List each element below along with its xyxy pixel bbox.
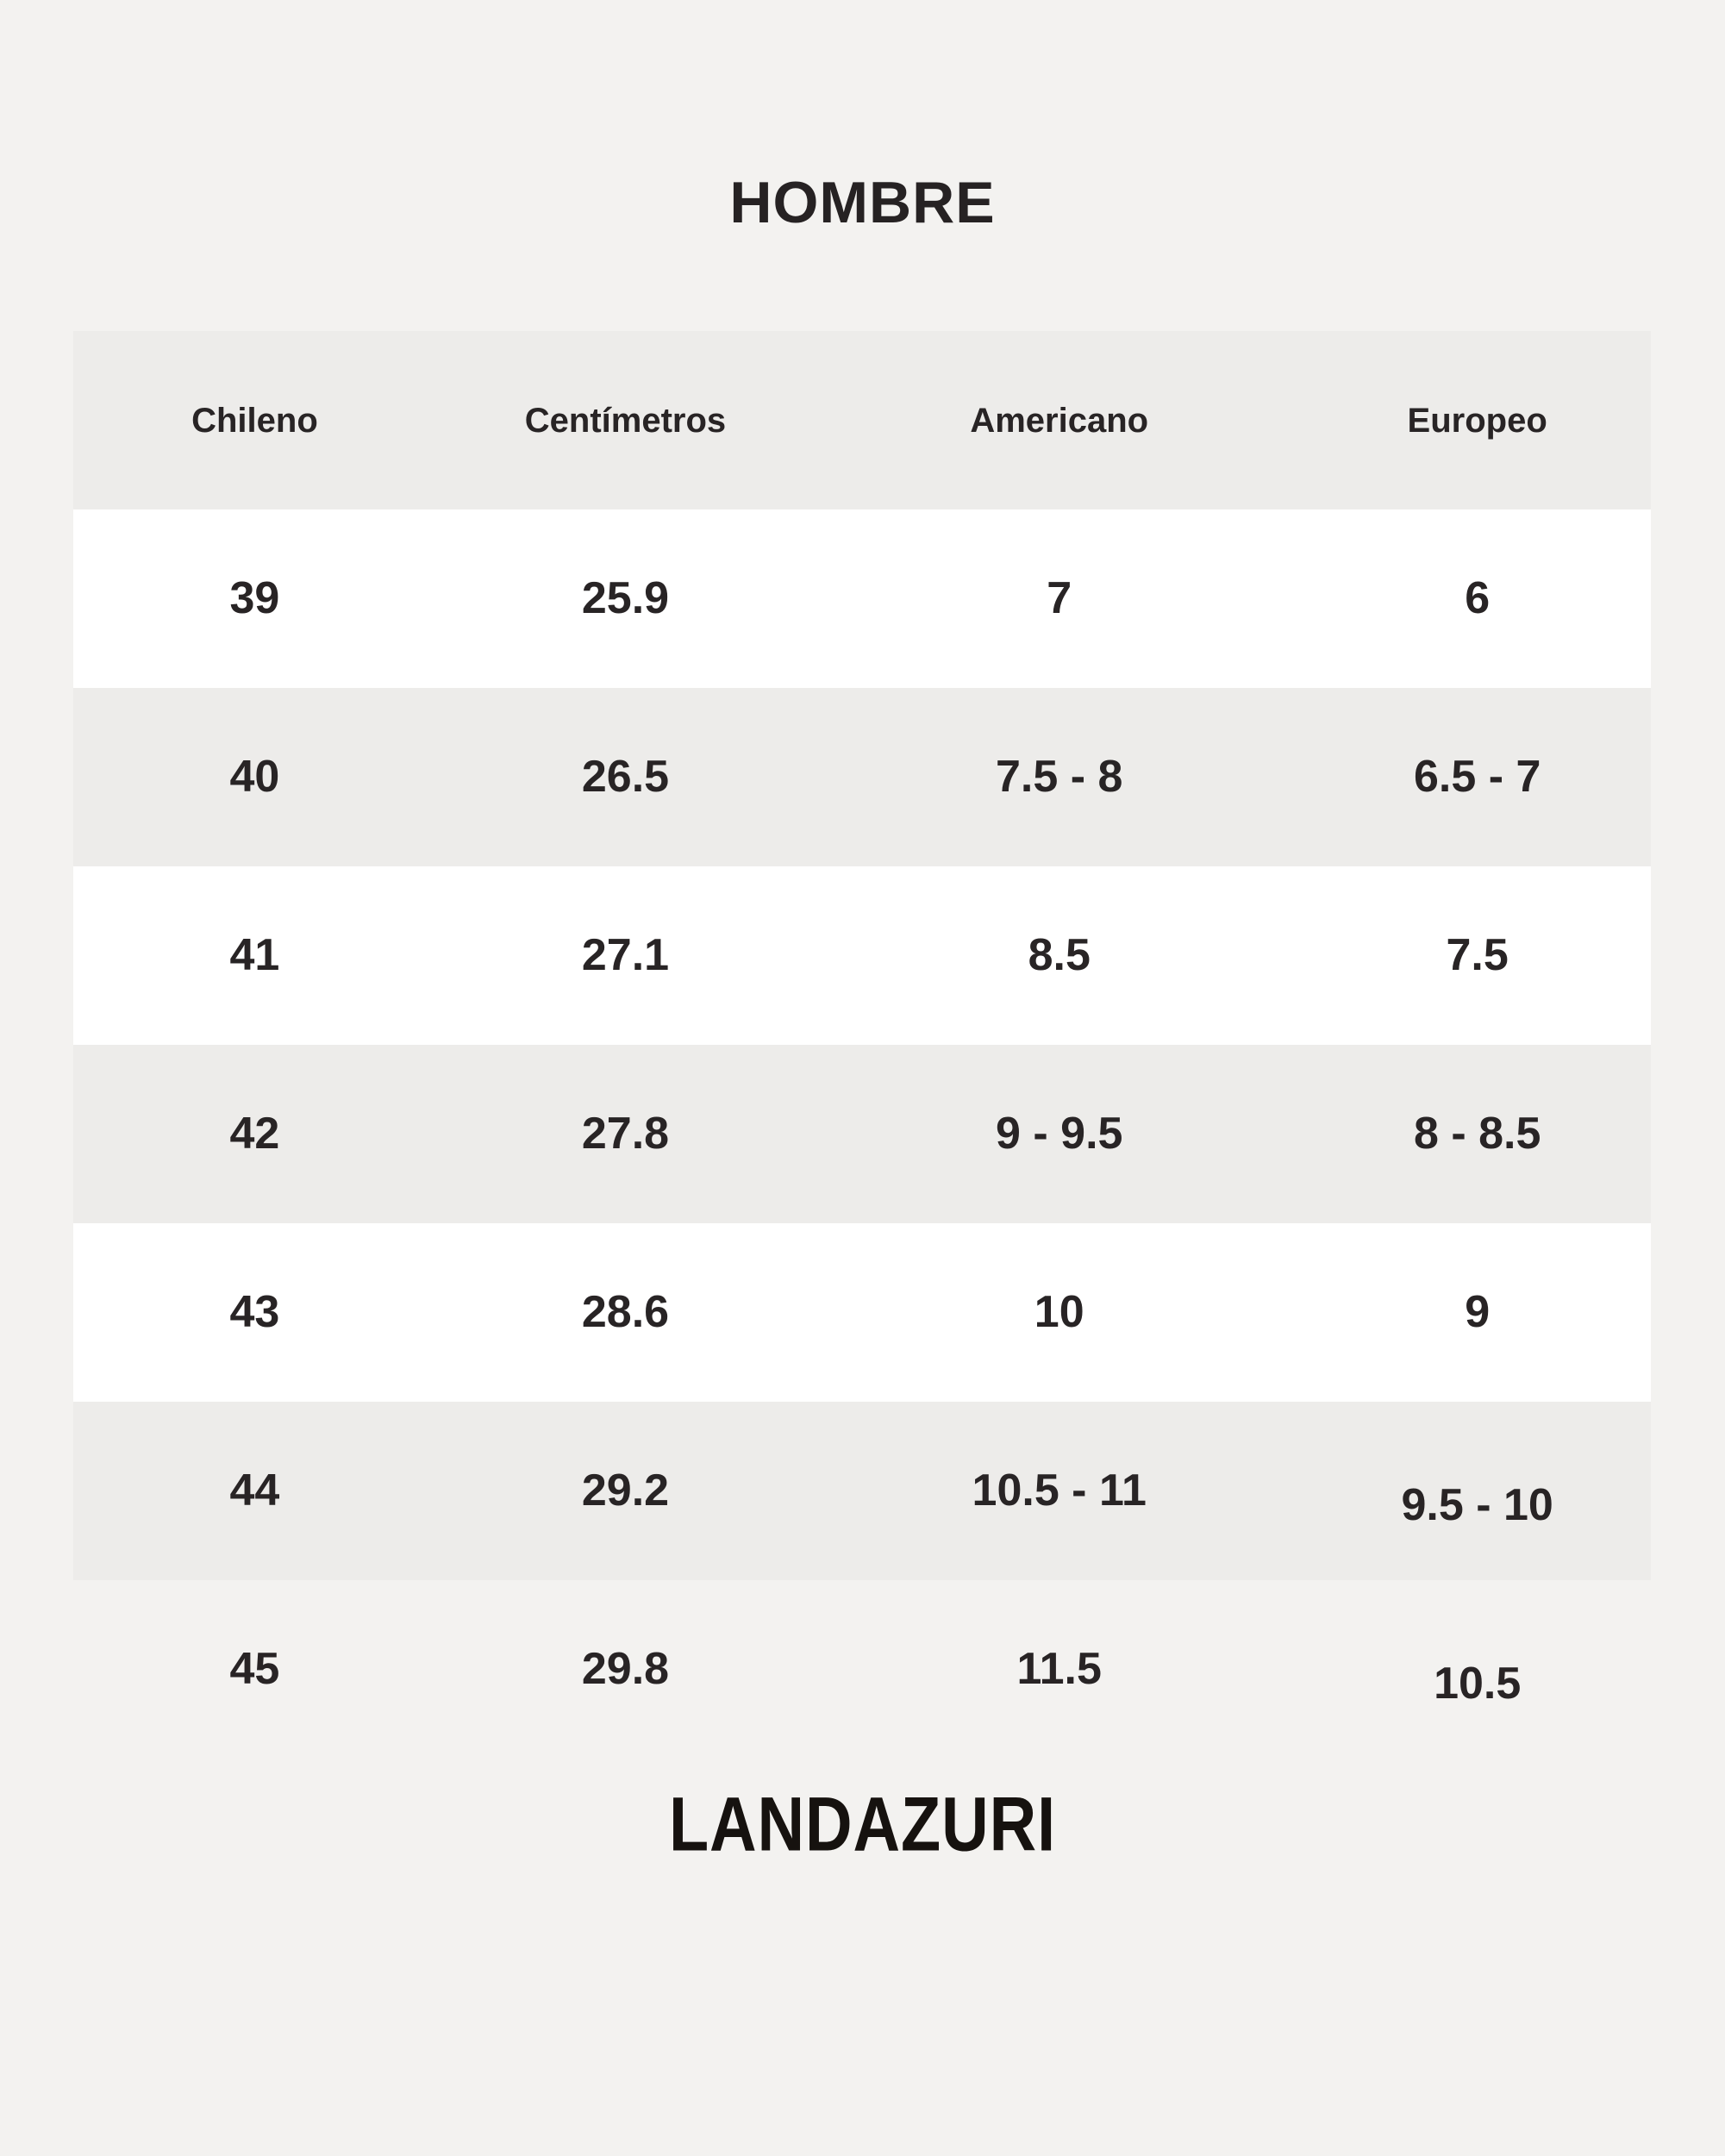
table-row xyxy=(73,1045,1651,1223)
table-cell: 29.8 xyxy=(581,1643,670,1694)
column-header: Americano xyxy=(970,401,1149,440)
table-cell: 8 - 8.5 xyxy=(1413,1108,1541,1159)
table-cell: 40 xyxy=(229,751,280,802)
table-cell: 9 - 9.5 xyxy=(996,1108,1123,1159)
table-cell: 9.5 - 10 xyxy=(1401,1479,1553,1530)
table-cell: 7.5 - 8 xyxy=(996,751,1123,802)
table-row xyxy=(73,509,1651,688)
table-row xyxy=(73,688,1651,866)
table-cell: 29.2 xyxy=(581,1465,670,1515)
table-cell: 10.5 xyxy=(1434,1658,1522,1709)
table-cell: 8.5 xyxy=(1028,929,1091,980)
column-header: Chileno xyxy=(191,401,318,440)
table-cell: 6.5 - 7 xyxy=(1413,751,1541,802)
size-conversion-table xyxy=(73,331,1651,1759)
table-row xyxy=(73,1223,1651,1402)
table-header-row xyxy=(73,331,1651,509)
table-cell: 10 xyxy=(1034,1286,1084,1337)
table-cell: 41 xyxy=(229,929,280,980)
table-cell: 6 xyxy=(1465,572,1491,623)
table-cell: 7 xyxy=(1047,572,1072,623)
table-cell: 27.8 xyxy=(581,1108,670,1159)
table-cell: 10.5 - 11 xyxy=(972,1465,1147,1515)
table-cell: 28.6 xyxy=(581,1286,670,1337)
table-cell: 25.9 xyxy=(581,572,670,623)
column-header: Europeo xyxy=(1407,401,1547,440)
page-title: HOMBRE xyxy=(729,170,996,235)
table-cell: 26.5 xyxy=(581,751,670,802)
table-row xyxy=(73,866,1651,1045)
table-cell: 11.5 xyxy=(1016,1643,1102,1694)
table-row xyxy=(73,1402,1651,1580)
table-cell: 39 xyxy=(229,572,280,623)
table-cell: 43 xyxy=(229,1286,280,1337)
table-cell: 27.1 xyxy=(581,929,670,980)
table-cell: 42 xyxy=(229,1108,280,1159)
table-cell: 45 xyxy=(229,1643,280,1694)
table-cell: 44 xyxy=(229,1465,280,1515)
brand-logo xyxy=(0,1783,1725,1866)
table-body xyxy=(73,509,1651,1759)
table-row xyxy=(73,1580,1651,1759)
brand-logo-text: LANDAZURI xyxy=(668,1781,1057,1867)
table-cell: 7.5 xyxy=(1446,929,1509,980)
column-header: Centímetros xyxy=(524,401,727,440)
table-cell: 9 xyxy=(1465,1286,1491,1337)
